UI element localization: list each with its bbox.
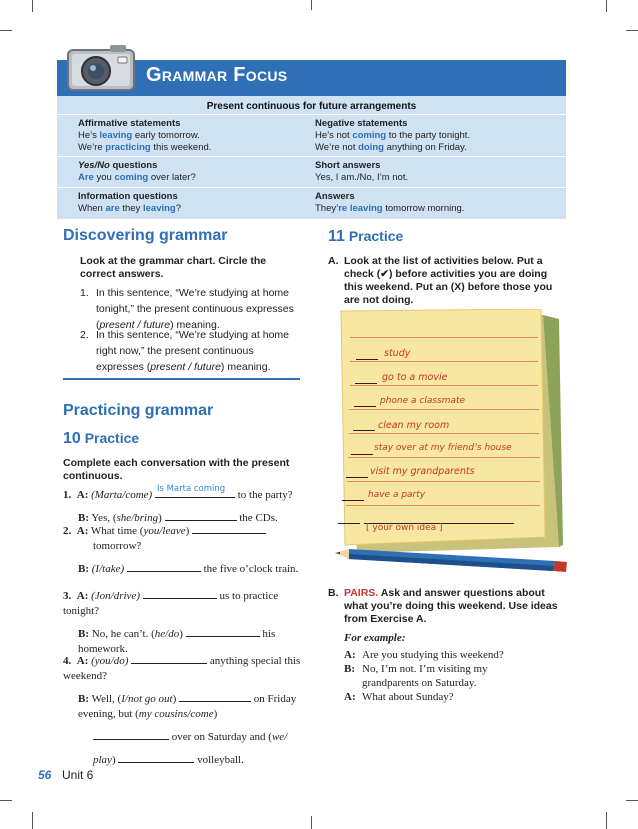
activity-item[interactable]: study [384,348,411,359]
discovering-instruction: Look at the grammar chart. Circle the correct answers. [80,255,267,280]
discovering-title: Discovering grammar [63,227,228,244]
negative-cell [315,118,560,154]
section-divider [63,378,300,380]
practice-10-heading: 10 Practice [63,430,140,447]
practice-11-heading: 11 Practice [328,228,404,245]
short-answers-cell [315,160,560,184]
activity-item[interactable]: go to a movie [382,372,448,383]
notepad-rule [349,409,539,410]
answer-handwriting: Is Marta coming [156,484,226,494]
notepad-illustration [337,309,565,559]
for-example-label: For example: [344,632,406,644]
info-questions-cell [78,191,308,215]
crop-mark [32,812,33,829]
info-questions-header: Information questions [78,191,178,202]
negative-line-1: He’s not coming to the party tonight. [315,130,471,141]
discovering-item-2: 2. In this sentence, “We’re studying at home right now,” the present continuous expresses (present / future) meaning. [80,329,289,373]
notepad-rule [350,337,538,338]
info-questions-line: When are they leaving? [78,203,182,214]
activity-item[interactable]: have a party [368,490,426,500]
affirmative-cell [78,118,308,154]
yesno-header: Yes/No questions [78,160,158,171]
practice-11-b: B. PAIRS. Ask and answer questions about what you’re doing this weekend. Use ideas from Exercise A. [328,587,558,625]
crop-mark [606,812,607,829]
crop-mark [0,30,12,31]
activity-item[interactable]: phone a classmate [380,396,466,406]
grammar-focus-subtitle: Present continuous for future arrangements [206,101,417,112]
conversation-2: 2. A: What time (you/leave) tomorrow? B: (I/take) the five o’clock train. [63,522,308,577]
crop-mark [311,0,312,10]
activity-blank [353,430,375,431]
page-number: 56 [38,768,52,782]
affirmative-header: Affirmative statements [78,118,181,129]
activity-blank [356,359,378,360]
activity-item[interactable]: clean my room [378,420,450,431]
notepad-rule [346,505,540,506]
activity-blank [351,454,373,455]
unit-label: Unit 6 [62,768,94,782]
camera-icon [66,42,138,94]
crop-mark [626,800,638,801]
notepad-rule [350,385,538,386]
affirmative-line-2: We’re practicing this weekend. [78,142,212,153]
activity-blank [342,500,364,501]
negative-header: Negative statements [315,118,408,129]
activity-blank [346,477,368,478]
conversation-3: 3. A: (Jon/drive) us to practice tonight? B: No, he can’t. (he/do) his homework. [63,587,308,657]
conversation-4: 4. A: (you/do) anything special this weekend? B: Well, (I/not go out) on Friday evening, but (my cousins/come) over on Saturday and (we/ play) volleyball. [63,652,308,768]
practicing-title: Practicing grammar [63,402,214,419]
answers-header: Answers [315,191,355,202]
negative-line-2: We’re not doing anything on Friday. [315,142,467,153]
answers-cell [315,191,560,215]
grammar-focus-title: Grammar Focus [146,64,288,86]
activity-blank [338,523,360,524]
crop-mark [626,30,638,31]
activity-item[interactable]: [ your own idea ] [366,523,443,533]
practicing-instruction: Complete each conversation with the present continuous. [63,457,290,482]
short-answers-header: Short answers [315,160,381,171]
divider [57,114,566,115]
practice-11-a: A. Look at the list of activities below. Put a check (✔) before activities you are doing this weekend. Put an (X) before those you are not doing. [328,255,553,306]
crop-mark [606,0,607,12]
activity-blank [354,406,376,407]
notepad-rule [350,361,538,362]
short-answers-line: Yes, I am./No, I’m not. [315,172,409,183]
notepad-rule [347,481,540,482]
notepad-rule [349,433,539,434]
crop-mark [311,816,312,829]
activity-item[interactable]: stay over at my friend’s house [374,443,512,453]
yesno-cell [78,160,308,184]
divider [57,187,566,188]
conversation-1: 1. A: (Marta/come) Is Marta coming to the party? B: Yes, (she/bring) the CDs. [63,484,293,524]
crop-mark [0,800,12,801]
example-dialog: A: Are you studying this weekend? B: No, I’m not. I’m visiting my grandparents on Saturday. A: What about Sunday? [344,649,504,703]
notepad-rule [348,457,540,458]
activity-blank [355,383,377,384]
answers-line: They’re leaving tomorrow morning. [315,203,465,214]
discovering-item-1: 1. In this sentence, “We’re studying at home tonight,” the present continuous expresses (present / future) meaning. [80,287,294,331]
activity-item[interactable]: visit my grandparents [370,466,475,477]
affirmative-line-1: He’s leaving early tomorrow. [78,130,200,141]
crop-mark [32,0,33,12]
yesno-line: Are you coming over later? [78,172,196,183]
divider [57,156,566,157]
pencil-icon [335,545,575,575]
